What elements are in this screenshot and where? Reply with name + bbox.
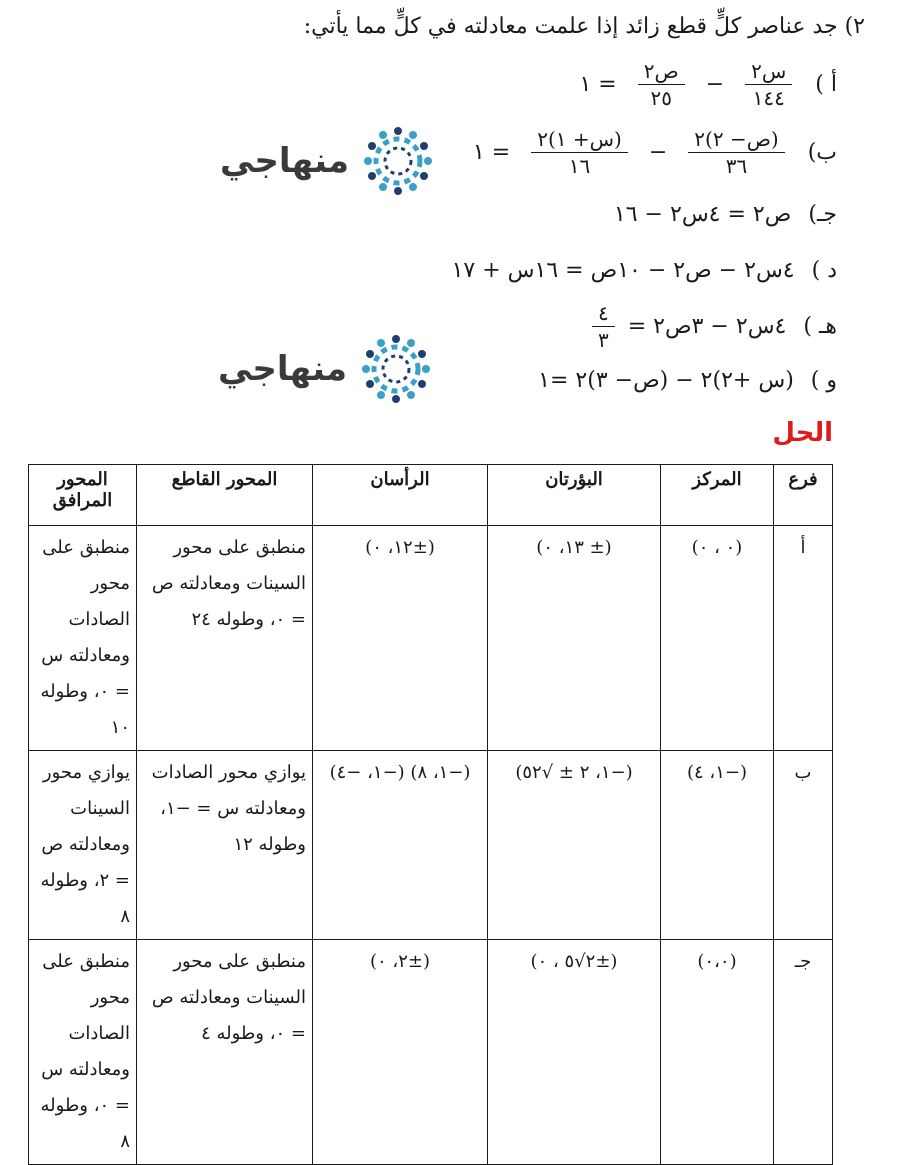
equation-label: جـ) (808, 202, 837, 227)
solution-table (28, 464, 833, 1165)
header-branch: فرع (774, 465, 833, 526)
cell-conjugate-axis: منطبق على محور الصادات ومعادلته س = ٠، وطوله ٨ (29, 940, 137, 1165)
cell-transverse-axis: يوازي محور الصادات ومعادلته س = −١، وطوله ١٢ (137, 751, 313, 940)
cell-conjugate-axis: منطبق على محور الصادات ومعادلته س = ٠، وطوله ١٠ (29, 526, 137, 751)
header-vertices: الرأسان (313, 465, 488, 526)
cell-vertices: (±١٢، ٠) (313, 526, 488, 751)
logo-text: منهاجي (220, 141, 350, 181)
manhaji-logo (220, 120, 439, 202)
fraction: $\frac{\text{ص٢}}{٢٥}$ (638, 58, 685, 111)
logo-emblem-icon (357, 120, 439, 202)
table-row (29, 526, 833, 751)
header-foci: البؤرتان (488, 465, 661, 526)
equation-label: هـ ) (803, 313, 837, 339)
cell-conjugate-axis: يوازي محور السينات ومعادلته ص = ٢، وطوله ٨ (29, 751, 137, 940)
table-row (29, 940, 833, 1165)
cell-center: (٠،٠) (661, 940, 774, 1165)
solution-heading: الحل (772, 418, 833, 448)
cell-foci: (±٢√٥ ، ٠) (488, 940, 661, 1165)
cell-transverse-axis: منطبق على محور السينات ومعادلته ص = ٠، وطوله ٤ (137, 940, 313, 1165)
manhaji-logo (218, 328, 437, 410)
equation-d: د ) ٤س٢ − ص٢ − ١٠ص = ١٦س + ١٧ (452, 256, 837, 286)
cell-branch: جـ (774, 940, 833, 1165)
cell-foci: (−١، ٢ ± √٥٢) (488, 751, 661, 940)
fraction: $\frac{\text{س٢}}{١٤٤}$ (745, 58, 792, 111)
table-row (29, 751, 833, 940)
fraction: $\frac{\text{(س+ ١)٢}}{١٦}$ (531, 126, 628, 179)
fraction: $\frac{\text{(ص− ٢)٢}}{٣٦}$ (688, 126, 784, 179)
cell-branch: ب (774, 751, 833, 940)
equation-f: و ) (س +٢)٢ − (ص− ٣)٢ =١ (538, 366, 837, 396)
cell-vertices: (±٢، ٠) (313, 940, 488, 1165)
equation-label: أ ) (815, 71, 837, 97)
equation-c: جـ) ص٢ = ٤س٢ − ١٦ (614, 200, 837, 230)
cell-branch: أ (774, 526, 833, 751)
header-center: المركز (661, 465, 774, 526)
cell-center: (٠ ، ٠) (661, 526, 774, 751)
equation-label: ب) (807, 139, 837, 165)
logo-text: منهاجي (218, 349, 348, 389)
table-header-row (29, 465, 833, 526)
cell-center: (−١، ٤) (661, 751, 774, 940)
header-transverse-axis: المحور القاطع (137, 465, 313, 526)
equation-a: أ ) $\frac{\text{س٢}}{١٤٤}$ − $\frac{\text{ص٢}}{٢٥}$ = ١ (579, 59, 837, 110)
equation-e: هـ ) ٤س٢ − ٣ص٢ = $\frac{٤}{٣}$ (586, 300, 837, 353)
equation-label: د ) (811, 258, 837, 283)
cell-foci: (± ١٣، ٠) (488, 526, 661, 751)
logo-emblem-icon (355, 328, 437, 410)
cell-transverse-axis: منطبق على محور السينات ومعادلته ص = ٠، وطوله ٢٤ (137, 526, 313, 751)
equation-b: ب) $\frac{\text{(ص− ٢)٢}}{٣٦}$ − $\frac{\text{(س+ ١)٢}}{١٦}$ = ١ (472, 127, 837, 178)
fraction: $\frac{٤}{٣}$ (592, 300, 615, 353)
header-conjugate-axis: المحور المرافق (29, 465, 137, 526)
question-title: ٢) جد عناصر كلٍّ قطع زائد إذا علمت معادلته في كلٍّ مما يأتي: (303, 14, 865, 39)
equation-label: و ) (810, 368, 837, 393)
cell-vertices: (−١، ٨) (−١، −٤) (313, 751, 488, 940)
